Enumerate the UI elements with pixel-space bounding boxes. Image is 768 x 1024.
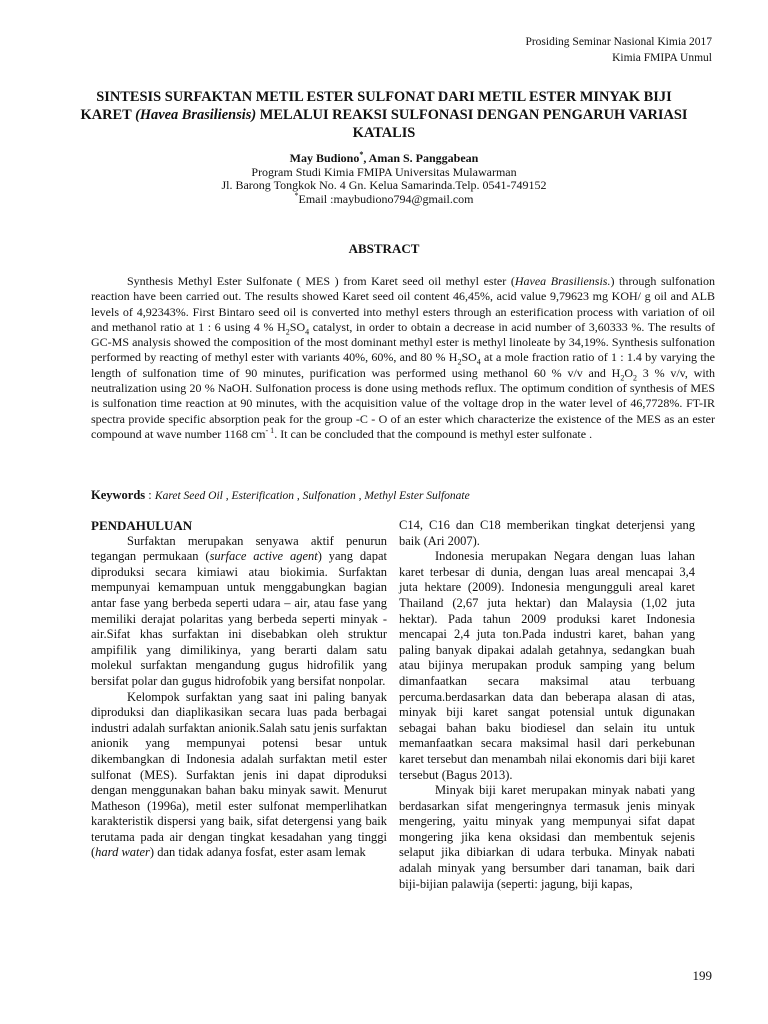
running-header bbox=[525, 34, 712, 66]
right-column bbox=[399, 518, 695, 892]
keywords-label: Keywords bbox=[91, 488, 146, 502]
sup: - 1 bbox=[265, 425, 275, 435]
sub: 4 bbox=[305, 327, 310, 337]
sub: 2 bbox=[620, 373, 625, 383]
paragraph-1 bbox=[91, 534, 387, 690]
sub: 4 bbox=[476, 357, 481, 367]
header-proceedings: Prosiding Seminar Nasional Kimia 2017 bbox=[525, 36, 712, 48]
affiliation: Program Studi Kimia FMIPA Universitas Mulawarman bbox=[251, 164, 517, 179]
address: Jl. Barong Tongkok No. 4 Gn. Kelua Samarinda.Telp. 0541-749152 bbox=[221, 178, 547, 192]
paragraph-4: Minyak biji karet merupakan minyak nabati yang berdasarkan sifat mengeringnya termasuk jenis minyak mengering, yaitu minyak yang mempunyai sifat dapat mongering jika kena oksidasi dan membentuk sejenis selaput jika dibiarkan di udara terbuka. Minyak nabati adalah minyak yang bersumber dari tanaman, baik dari biji-bijian palawija (seperti: jagung, biji kapas, bbox=[399, 783, 695, 891]
abstract-text-2: ) through sulfonation reaction have been carried out. The results showed Karet seed oil content 46,45%, acid value 9,79623 mg KOH/ g oil and ALB levels of 4,92343%. First Bintaro seed oil is converted into methyl esters through an esterification process with variation of oil and methanol ratio at 1 : 6 using 4 % H bbox=[91, 274, 715, 334]
paragraph-3: Indonesia merupakan Negara dengan luas lahan karet terbesar di dunia, dengan luas areal mencapai 3,4 juta hektare (2009). Indonesia mengungguli areal karet Thailand (2,67 juta hektar) dan Malaysia (1,02 juta hektar). Pada tahun 2009 produksi karet Indonesia mencapai 2,4 juta ton.Pada industri karet, bahan yang paling banyak dipakai adalah getahnya, sedangkan buah atau bijinya merupakan produk samping yang belum dimanfaatkan secara maksimal atau terbuang percuma.berdasarkan data dan beberapa alasan di atas, minyak biji karet sangat potensial untuk digunakan sebagai bahan baku biodiesel dan selain itu untuk memanfaatkan secara maksimal hasil dari perkebunan karet tersebut dan menambah nilai ekonomis dari biji karet tersebut (Bagus 2013). bbox=[399, 549, 695, 782]
left-column bbox=[91, 518, 387, 861]
section-heading: PENDAHULUAN bbox=[91, 518, 193, 533]
abstract-text-5: 3 % v/v, with neutralization using 20 % NaOH. Sulfonation process is done using methods reflux. The optimum condition of synthesis of MES is sulfonation time reaction at 90 minutes, with the acquisition value of the voltage drop in the water level of 46,7728%. FT-IR spectra provide specific absorption peak for the group -C - O of an ester which characterize the existence of the MES as an ester compound at wave number 1168 cm bbox=[91, 365, 716, 441]
p2-italic: hard water bbox=[95, 845, 150, 860]
author-2: , Aman S. Panggabean bbox=[363, 151, 479, 165]
abstract-heading: ABSTRACT bbox=[348, 241, 420, 256]
keywords-separator: : bbox=[145, 488, 155, 502]
email: Email :maybudiono794@gmail.com bbox=[298, 191, 474, 206]
formula: SO bbox=[289, 319, 306, 334]
page-number: 199 bbox=[692, 968, 712, 983]
abstract-text-3: catalyst, in order to obtain a decrease in acid number of 3,60333 %. The results of GC-MS analysis showed the composition of the most dominant methyl ester is methyl linoleate by 34,19%. Synthesis sulfonation performed by reacting of methyl ester with variants 40%, 60%, and 80 % H bbox=[91, 319, 715, 365]
sub: 2 bbox=[457, 357, 462, 367]
abstract-text-4: at a mole fraction ratio of 1 : 1.4 by varying the length of sulfonation time of 90 minutes, purification was performed using methanol 60 % v/v and H bbox=[91, 350, 715, 380]
abstract-body bbox=[91, 274, 715, 442]
abstract-species: Havea Brasiliensis. bbox=[514, 274, 611, 288]
abstract-text-6: . It can be concluded that the compound is methyl ester sulfonate . bbox=[274, 426, 593, 441]
paragraph-2-continued: C14, C16 dan C18 memberikan tingkat deterjensi yang baik (Ari 2007). bbox=[399, 518, 695, 548]
p2-text-b: ) dan tidak adanya fosfat, ester asam lemak bbox=[149, 845, 366, 860]
p1-italic: surface active agent bbox=[209, 549, 318, 564]
author-1: May Budiono bbox=[289, 151, 360, 165]
author-names bbox=[70, 152, 698, 166]
keywords-text: Karet Seed Oil , Esterification , Sulfonation , Methyl Ester Sulfonate bbox=[154, 490, 470, 502]
email-mark: * bbox=[294, 190, 299, 200]
title-part-1: SINTESIS SURFAKTAN METIL ESTER SULFONAT DARI METIL ESTER MINYAK BIJI KARET bbox=[80, 89, 672, 123]
p1-text-b: ) yang dapat diproduksi secara kimiawi atau biokimia. Surfaktan mempunyai kemampuan untuk menggabungkan bagian antar fase yang berbeda seperti udara – air, atau fase yang memiliki derajat polaritas yang berbeda seperti minyak - air.Sifat khas surfaktan ini disebabkan oleh struktur ampifilik yang dimilikinya, yang berarti dalam satu molekul surfaktan mengandung gugus hidrofilik yang bersifat polar dan gugus hidrofobik yang bersifat nonpolar. bbox=[91, 549, 387, 688]
title-part-2: MELALUI REAKSI SULFONASI DENGAN PENGARUH VARIASI KATALIS bbox=[256, 107, 688, 141]
title-species: (Havea Brasiliensis) bbox=[135, 107, 257, 123]
abstract-paragraph bbox=[91, 274, 715, 442]
author-block bbox=[70, 152, 698, 206]
paragraph-2 bbox=[91, 690, 387, 862]
header-department: Kimia FMIPA Unmul bbox=[612, 52, 712, 64]
p1-text-a: Surfaktan merupakan senyawa aktif penurun tegangan permukaan ( bbox=[91, 533, 387, 564]
abstract-text-1: Synthesis Methyl Ester Sulfonate ( MES ) from Karet seed oil methyl ester ( bbox=[127, 274, 515, 288]
formula: SO bbox=[461, 350, 477, 365]
sub: 2 bbox=[633, 373, 638, 383]
sub: 2 bbox=[285, 327, 290, 337]
paper-title bbox=[70, 88, 698, 142]
email-line bbox=[70, 190, 698, 207]
keywords bbox=[91, 488, 715, 503]
corresponding-mark: * bbox=[359, 150, 364, 159]
p2-text-a: Kelompok surfaktan yang saat ini paling banyak diproduksi dan diaplikasikan secara luas pada berbagai industri adalah surfaktan anionik.Salah satu jenis surfaktan anionik yang mempunyai potensi besar untuk dikembangkan di Indonesia adalah surfaktan metil ester sulfonat (MES). Surfaktan jenis ini dapat diproduksi dengan menggunakan bahan baku minyak sawit. Menurut Matheson (1996a), metil ester sulfonat memperlihatkan karakteristik dispersi yang baik, sifat detergensi yang baik terutama pada air dengan tingkat kesadahan yang tinggi ( bbox=[91, 689, 387, 860]
formula: O bbox=[624, 365, 634, 380]
